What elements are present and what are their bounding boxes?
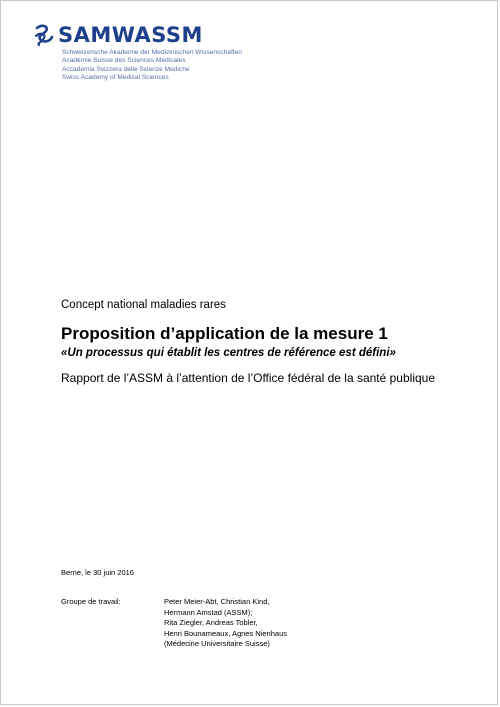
working-group-member-line: Henri Bounameaux, Agnes Nienhaus: [164, 628, 287, 638]
working-group-member-line: Rita Ziegler, Andreas Tobler,: [164, 618, 258, 628]
working-group-label: Groupe de travail:: [61, 597, 121, 606]
academy-name-fr: Académie Suisse des Sciences Médicales: [62, 57, 186, 65]
academy-name-it: Accademia Svizzera delle Scienze Mediche: [62, 65, 190, 73]
working-group-member-line: Peter Meier-Abt, Christian Kind,: [164, 597, 270, 606]
academy-names: [62, 49, 242, 83]
academy-name-de: Schweizerische Akademie der Medizinischen Wissenschaften: [62, 49, 242, 56]
working-group-members: [164, 597, 287, 650]
report-line: Rapport de l’ASSM à l’attention de l’Office fédéral de la santé publique: [61, 371, 436, 385]
document-subtitle: «Un processus qui établit les centres de référence est défini»: [61, 347, 396, 359]
place-date: Berne, le 30 juin 2016: [61, 568, 134, 577]
concept-heading: Concept national maladies rares: [61, 299, 226, 311]
working-group-member-line: (Médecine Universitaire Suisse): [164, 639, 270, 649]
working-group-member-line: Hermann Amstad (ASSM);: [164, 607, 253, 617]
serpent-staff-logo-icon: [34, 23, 56, 47]
document-title: Proposition d’application de la mesure 1: [61, 324, 388, 343]
academy-name-en: Swiss Academy of Medical Sciences: [62, 74, 169, 82]
samw-assm-logo: [34, 23, 203, 47]
logo-wordmark: SAMWASSM: [58, 22, 203, 47]
